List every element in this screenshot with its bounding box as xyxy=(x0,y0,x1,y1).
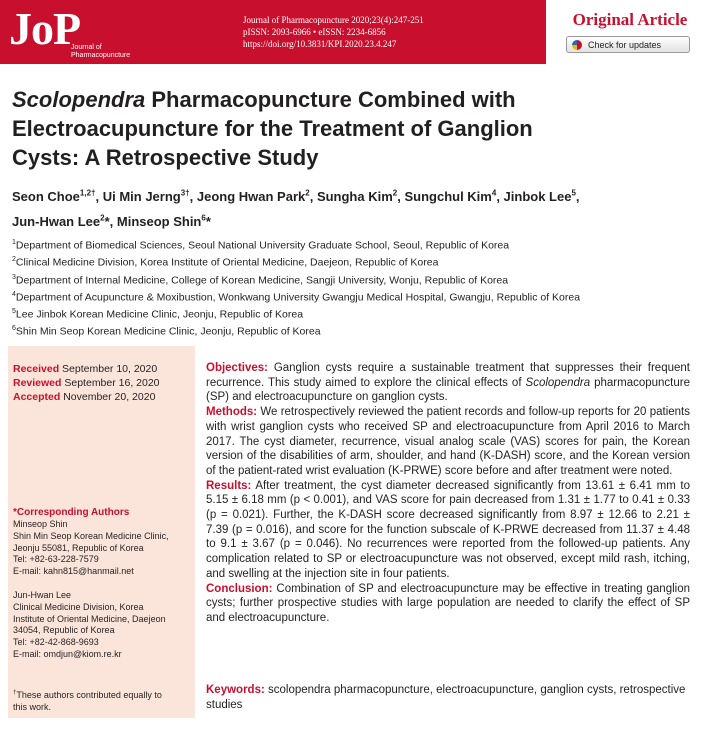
author: Minseop Shin$^6$* xyxy=(116,213,211,229)
abstract-methods: Methods: We retrospectively reviewed the patient records and follow-up reports for 20 patients with wrist ganglion cysts who received SP and electroacupuncture from April 2016 to March 2017. The cyst diameter, recurrence, visual analog scale (VAS) scores for pain, the Korean version of the disabilities of arm, shoulder, and hand (K-DASH) score, and the Korean version of the patient-rated wrist evaluation (K-PRWE) score before and after treatment were noted. xyxy=(206,406,690,477)
keywords: Keywords: scolopendra pharmacopuncture, electroacupuncture, ganglion cysts, retrospective studies xyxy=(206,684,686,711)
affiliation: $^5$Lee Jinbok Korean Medicine Clinic, Jeonju, Republic of Korea xyxy=(12,308,304,321)
check-for-updates-label: Check for updates xyxy=(588,40,662,50)
affiliation: $^1$Department of Biomedical Sciences, Seoul National University Graduate School, Seoul, Republic of Korea xyxy=(12,239,510,252)
email-link[interactable]: E-mail: kahn815@hanmail.net xyxy=(13,566,134,577)
article-dates xyxy=(13,362,160,404)
author: Jun-Hwan Lee$^2$*, xyxy=(12,213,117,229)
journal-logo-subtitle: Journal of Pharmacopuncture xyxy=(71,44,131,59)
title-genus: Scolopendra xyxy=(12,87,146,112)
author: Jeong Hwan Park$^2$, xyxy=(196,189,317,205)
corresponding-authors: *Corresponding Authors Minseop Shin Shin Min Seop Korean Medicine Clinic, Jeonju 55081, Republic of Korea Tel: +82-63-228-7579 E-mail: kahn815@hanmail.net Jun-Hwan Lee Clinical Medicine Division, Korea Institute of Oriental Medicine, Daejeon 34054, Republic of Korea Tel: +82-42-868-9693 E-mail: omdjun@kiom.re.kr xyxy=(13,506,193,661)
abstract-objectives: Objectives: Ganglion cysts require a sustainable treatment that suppresses their frequent recurrence. This study aimed to explore the clinical effects of Scolopendra pharmacopuncture (SP) and electroacupuncture on ganglion cysts. xyxy=(206,362,690,404)
affiliation: $^3$Department of Internal Medicine, College of Korean Medicine, Sangji University, Wonju, Republic of Korea xyxy=(12,273,509,287)
author: Sungha Kim$^2$, xyxy=(316,189,405,205)
check-for-updates-button[interactable] xyxy=(566,36,690,53)
author: Ui Min Jerng$^{3\dagger}$, xyxy=(102,189,197,205)
abstract xyxy=(206,361,690,626)
journal-citation: Journal of Pharmacopuncture 2020;23(4):247-251 xyxy=(243,15,424,25)
email-link[interactable]: E-mail: omdjun@kiom.re.kr xyxy=(13,648,122,659)
header-banner xyxy=(0,0,546,64)
abstract-conclusion: Conclusion: Combination of SP and electroacupuncture may be effective in treating ganglion cysts; further prospective studies with large population are needed to clarify the effect of SP and electroacupuncture. xyxy=(206,582,690,624)
corresponding-heading: *Corresponding Authors xyxy=(13,507,130,518)
author: Sungchul Kim$^4$, xyxy=(404,189,504,205)
author: Seon Choe$^{1,2\dagger}$, xyxy=(12,189,103,205)
affiliation: $^4$Department of Acupuncture & Moxibustion, Wonkwang University Gwangju Medical Hospital, Gwangju, Republic of Korea xyxy=(12,290,581,304)
journal-logo: JoP xyxy=(9,3,81,54)
author-list xyxy=(12,183,702,232)
affiliation: $^2$Clinical Medicine Division, Korea Institute of Oriental Medicine, Daejeon, Republic of Korea xyxy=(12,256,439,269)
affiliation: $^6$Shin Min Seop Korean Medicine Clinic, Jeonju, Republic of Korea xyxy=(12,325,321,338)
doi-link[interactable]: https://doi.org/10.3831/KPI.2020.23.4.247 xyxy=(243,39,397,49)
article-type-label: Original Article xyxy=(572,10,688,29)
abstract-results: Results: After treatment, the cyst diameter decreased significantly from 13.61 ± 6.41 mm to 5.15 ± 6.18 mm (p < 0.001), and VAS score for pain decreased from 1.31 ± 1.77 to 0.41 ± 0.33 (p = 0.021). Further, the K-DASH score decreased significantly from 8.97 ± 12.66 to 2.21 ± 7.39 (p = 0.016), and score for the function subscale of K-PRWE decreased from 11.37 ± 4.48 to 9.1 ± 3.67 (p = 0.046). No recurrences were reported from the followed-up patients. Any complication related to SP or electroacupuncture was not observed, except mild rash, itching, and swelling at the injection site in four patients. xyxy=(206,479,690,580)
equal-contribution-note: †These authors contributed equally to this work. xyxy=(13,690,162,712)
issn: pISSN: 2093-6966 • eISSN: 2234-6856 xyxy=(243,27,386,37)
journal-citation-block xyxy=(243,14,493,50)
affiliation-list xyxy=(12,236,702,340)
journal-header xyxy=(0,0,717,64)
article-title: Scolopendra Pharmacopuncture Combined with Electroacupuncture for the Treatment of Ganglion Cysts: A Retrospective Study xyxy=(12,87,533,170)
received-date: Received September 10, 2020 xyxy=(13,363,158,375)
accepted-date: Accepted November 20, 2020 xyxy=(13,391,156,403)
crossmark-icon xyxy=(572,40,582,50)
reviewed-date: Reviewed September 16, 2020 xyxy=(13,377,160,389)
author: Jinbok Lee$^5$, xyxy=(503,189,580,205)
